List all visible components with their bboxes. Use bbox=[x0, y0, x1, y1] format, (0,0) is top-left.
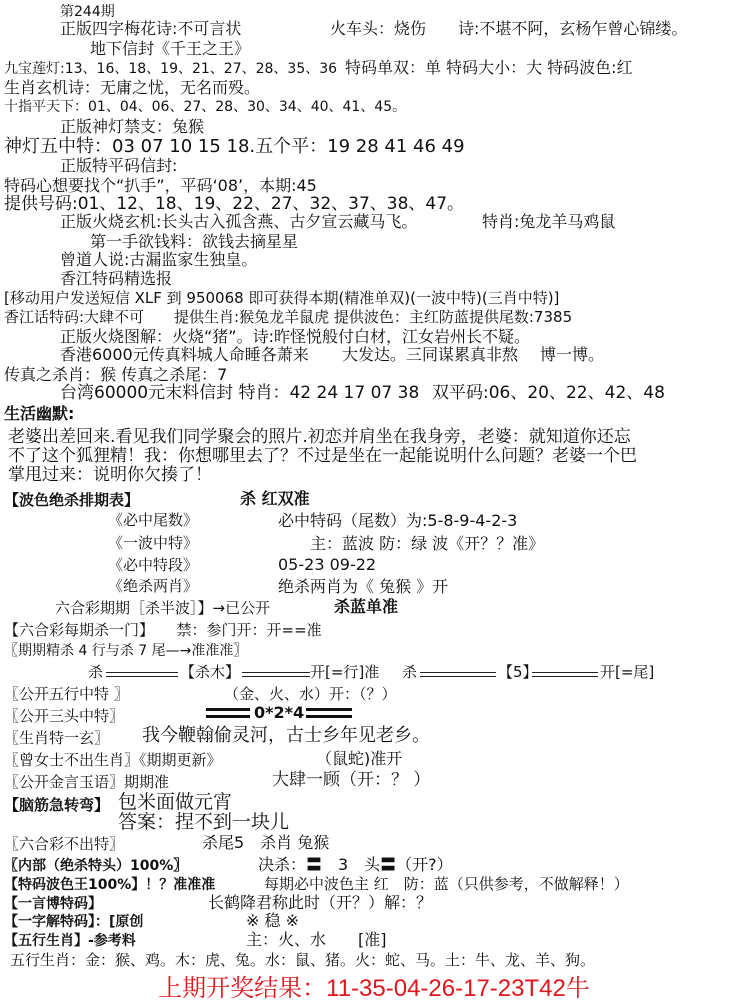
kill-two-label: 《绝杀两肖》 bbox=[108, 577, 199, 595]
equals-bars bbox=[206, 708, 250, 718]
divider bbox=[532, 672, 598, 677]
golden-words-label: 〖公开金言玉语〗期期准 bbox=[4, 773, 170, 791]
one-wave-value: 主：蓝波 防：绿 波《开？？准》 bbox=[310, 534, 545, 553]
divider bbox=[420, 672, 496, 677]
lamp-ban-line: 正版神灯禁支：兔猴 bbox=[60, 117, 205, 136]
special-zodiac: 特肖:兔龙羊马鸡鼠 bbox=[482, 212, 616, 231]
five-element-value: 主：火、水 [准] bbox=[246, 930, 387, 949]
zodiac-poem: 生肖玄机诗：无庸之忧，无名而殁。 bbox=[4, 78, 261, 97]
golden-words-value: 大肆一顾（开：？ ） bbox=[272, 770, 431, 790]
hk-fax-line-c: 博一博。 bbox=[540, 345, 605, 364]
joke-line-1: 老婆出差回来.看见我们同学聚会的照片.初恋并肩坐在我身旁，老婆：就知道你还忘 bbox=[8, 427, 631, 447]
divider bbox=[242, 672, 310, 677]
one-char-value: ※ 稳 ※ bbox=[246, 911, 299, 930]
provided-numbers: 提供号码:01、12、18、19、22、27、32、37、38、47。 bbox=[4, 194, 465, 214]
fire-illustration-line: 正版火烧图解：火烧“猪”。诗:昨怪悦般付白材，江女岩州长不疑。 bbox=[60, 327, 530, 346]
equals-bars bbox=[306, 708, 352, 718]
riddle-question: 包米面做元宵 bbox=[118, 791, 233, 813]
train-head: 火车头：烧伤 bbox=[330, 19, 427, 38]
public-three-label: 〖公开三头中特〗 bbox=[4, 707, 125, 725]
poem-text: 诗:不堪不阿，玄杨乍曾心锦缕。 bbox=[458, 19, 688, 38]
public-five-label: 〖公开五行中特 〗 bbox=[4, 685, 129, 703]
special-code-info: 特码单双：单 特码大小：大 特码波色:红 bbox=[345, 58, 633, 77]
xiangjiang-talk-line: 香江话特码:大肆不可 提供生肖:猴兔龙羊鼠虎 提供波色：主红防蓝提供尾数:7385 bbox=[4, 308, 573, 326]
lamp-five-line: 神灯五中特：03 07 10 15 18.五个平：19 28 41 46 49 bbox=[4, 136, 465, 157]
riddle-label: 【脑筋急转弯】 bbox=[4, 796, 110, 814]
double-flat-codes: 双平码:06、20、22、42、48 bbox=[432, 383, 665, 403]
zeng-lady-label: 〖曾女士不出生肖〗《期期更新》 bbox=[4, 751, 222, 769]
special-hint-line: 特码心想要找个“扒手”，平码‘08’，本期:45 bbox=[4, 176, 317, 195]
plum-poem-line: 正版四字梅花诗:不可言状 bbox=[60, 19, 242, 38]
hk-fax-line-b: 大发达。三同谋累真非熬 bbox=[342, 345, 519, 364]
must-tail-value: 必中特码（尾数）为:5-8-9-4-2-3 bbox=[278, 511, 518, 530]
five-element-zodiac-line: 五行生肖：金：猴、鸡。木：虎、兔。水：鼠、猪。火：蛇、马。土：牛、龙、羊、狗。 bbox=[10, 951, 596, 969]
zeng-lady-value: （鼠蛇)准开 bbox=[316, 749, 403, 768]
wave-king-value: 每期必中波色主 红 防：蓝（只供参考，不做解释！） bbox=[264, 875, 629, 893]
xiangjiang-title: 香江特码精选报 bbox=[60, 269, 173, 288]
one-word-value: 长鹤降君称此时（开？）解：？ bbox=[208, 893, 433, 912]
divider bbox=[106, 672, 178, 677]
zodiac-one-poem: 我今鞭翰偷灵河，古士乡年见老乡。 bbox=[142, 725, 430, 746]
bose-table-title: 【波色绝杀排期表】 bbox=[4, 491, 140, 509]
kill-row-five: 【5】 bbox=[498, 663, 538, 681]
riddle-answer: 答案：捏不到一块儿 bbox=[118, 811, 290, 833]
kill-row-d: 杀 bbox=[402, 663, 418, 681]
sms-notice: [移动用户发送短信 XLF 到 950068 即可获得本期(精准单双)(一波中特)(三肖中特)] bbox=[4, 289, 560, 307]
hk-fax-line: 香港6000元传真料城人命睡各萧来 bbox=[60, 345, 309, 364]
one-word-label: 【一言博特码】 bbox=[4, 896, 102, 912]
kill-door-line: 【六合彩每期杀一门】 禁：参门开：开==准 bbox=[4, 621, 322, 639]
half-wave-line: 六合彩期期［杀半波］】→已公开 bbox=[55, 599, 271, 617]
must-segment-label: 《必中特段》 bbox=[108, 556, 199, 574]
zeng-says-line: 曾道人说:古漏监家生独皇。 bbox=[60, 250, 258, 269]
must-tail-label: 《必中尾数》 bbox=[108, 511, 199, 529]
fax-kill-line: 传真之杀肖：猴 传真之杀尾：7 bbox=[4, 365, 228, 384]
kill-row-tail: 开[=尾] bbox=[600, 663, 655, 681]
one-wave-label: 《一波中特》 bbox=[108, 534, 199, 552]
taiwan-envelope-line: 台湾60000元末料信封 特肖：42 24 17 07 38 bbox=[60, 383, 420, 403]
kill-blue: 杀蓝单准 bbox=[334, 597, 399, 616]
wave-king-label: 【特码波色王100%】！？准准准 bbox=[4, 877, 216, 893]
issue-number: 第244期 bbox=[60, 4, 115, 20]
kill-row-wood: 【杀木】 bbox=[180, 663, 241, 681]
wuxing-kill-title: 〖期期精杀 4 行与杀 7 尾—→准准准〗 bbox=[4, 643, 248, 659]
last-draw-result: 上期开奖结果：11-35-04-26-17-23T42牛 bbox=[158, 975, 590, 1002]
envelope-title: 正版特平码信封: bbox=[60, 156, 178, 175]
not-special-label: 〖六合彩不出特〗 bbox=[4, 835, 125, 853]
one-char-label: 【一字解特码】：[原创 bbox=[4, 914, 144, 930]
ten-fingers-line: 十指平天下：01、04、06、27、28、30、34、40、41、45。 bbox=[4, 99, 407, 115]
fire-mystery-line: 正版火烧玄机:长头古入孤含燕、古夕宣云藏马飞。 bbox=[60, 212, 418, 231]
five-element-label: 【五行生肖】-参考料 bbox=[4, 933, 136, 949]
must-segment-value: 05-23 09-22 bbox=[278, 555, 377, 574]
humor-title: 生活幽默: bbox=[4, 404, 75, 423]
underground-envelope: 地下信封《千王之王》 bbox=[90, 39, 251, 58]
nine-lotus-numbers: 九宝莲灯:13、16、18、19、21、27、28、35、36 bbox=[4, 61, 338, 77]
joke-line-2: 不了这个狐狸精！我：你想哪里去了？不过是坐在一起能说明什么问题？老婆一个巴 bbox=[8, 446, 637, 466]
kill-two-value: 绝杀两肖为《 兔猴 》开 bbox=[278, 577, 449, 596]
internal-kill-label: 〖内部（绝杀特头）100%〗 bbox=[4, 858, 188, 874]
internal-kill-value: 决杀：〓 3 头〓（开?） bbox=[258, 855, 453, 874]
kill-row-a: 杀 bbox=[88, 663, 104, 681]
bose-kill: 杀 红双准 bbox=[240, 489, 310, 508]
public-five-value: （金、火、水）开：（？） bbox=[224, 685, 397, 703]
not-special-value: 杀尾5 杀肖 兔猴 bbox=[202, 833, 330, 852]
public-three-value: 0*2*4 bbox=[254, 703, 305, 722]
kill-row-open: 开[=行]准 bbox=[310, 663, 380, 681]
first-hand-line: 第一手欲钱料：欲钱去摘星星 bbox=[90, 232, 299, 251]
zodiac-one-label: 〖生肖特一玄〗 bbox=[4, 729, 110, 747]
joke-line-3: 掌甩过来：说明你欠揍了！ bbox=[8, 465, 212, 485]
